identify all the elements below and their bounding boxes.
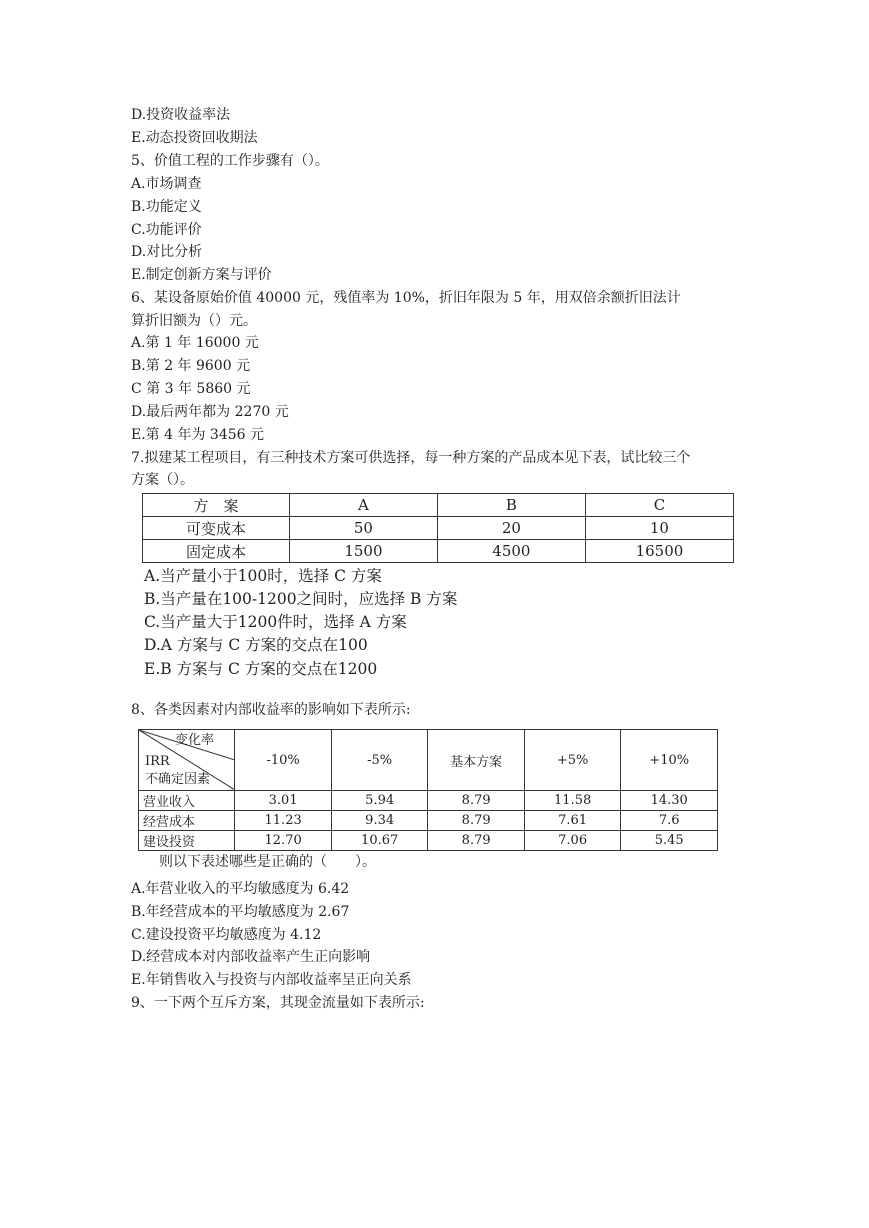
q5-option-e: E.制定创新方案与评价 xyxy=(131,267,272,283)
table-cell: 7.6 xyxy=(621,811,718,831)
diagonal-header-cell xyxy=(139,730,235,791)
corner-irr: IRR xyxy=(145,754,170,769)
header-cell: 基本方案 xyxy=(428,730,524,791)
table-row xyxy=(139,811,718,831)
table-cell: 9.34 xyxy=(331,811,428,831)
table-cell: 10 xyxy=(585,517,733,540)
q6-option-a: A.第 1 年 16000 元 xyxy=(131,335,259,351)
table-cell: 可变成本 xyxy=(143,517,290,540)
table-cell: 8.79 xyxy=(428,831,524,851)
table-row xyxy=(143,540,734,563)
q5-option-b: B.功能定义 xyxy=(131,199,202,215)
header-cell: +5% xyxy=(524,730,621,791)
q7-option-c: C.当产量大于1200件时，选择 A 方案 xyxy=(144,613,407,631)
q8-option-a: A.年营业收入的平均敏感度为 6.42 xyxy=(131,881,350,897)
row-label: 营业收入 xyxy=(139,791,235,811)
option-d-investment-return: D.投资收益率法 xyxy=(131,107,231,123)
header-cell: +10% xyxy=(621,730,718,791)
question-6-line-2: 算折旧额为（）元。 xyxy=(131,313,257,329)
table-row xyxy=(139,831,718,851)
question-7-line-2: 方案（）。 xyxy=(131,472,194,488)
q6-option-d: D.最后两年都为 2270 元 xyxy=(131,404,289,420)
corner-change-rate: 变化率 xyxy=(175,733,215,748)
question-6-line-1: 6、某设备原始价值 40000 元，残值率为 10%，折旧年限为 5 年，用双倍余额折旧法计 xyxy=(131,290,681,306)
question-5: 5、价值工程的工作步骤有（）。 xyxy=(131,153,329,169)
option-e-dynamic-payback: E.动态投资回收期法 xyxy=(131,130,258,146)
header-cell: -10% xyxy=(235,730,332,791)
question-8-prompt: 则以下表述哪些是正确的（ ）。 xyxy=(159,854,376,870)
table-cell: 10.67 xyxy=(331,831,428,851)
header-cell: C xyxy=(585,494,733,517)
table-cell: 8.79 xyxy=(428,791,524,811)
q7-option-b: B.当产量在100-1200之间时，应选择 B 方案 xyxy=(144,590,458,608)
irr-sensitivity-table xyxy=(138,729,718,851)
q8-option-b: B.年经营成本的平均敏感度为 2.67 xyxy=(131,904,350,920)
row-label: 经营成本 xyxy=(139,811,235,831)
question-8: 8、各类因素对内部收益率的影响如下表所示: xyxy=(131,702,411,718)
q5-option-d: D.对比分析 xyxy=(131,244,203,260)
table-cell: 5.45 xyxy=(621,831,718,851)
question-7-line-1: 7.拟建某工程项目，有三种技术方案可供选择，每一种方案的产品成本见下表，试比较三个 xyxy=(131,450,691,466)
question-9: 9、一下两个互斥方案，其现金流量如下表所示: xyxy=(131,995,425,1011)
row-label: 建设投资 xyxy=(139,831,235,851)
table-cell: 4500 xyxy=(437,540,585,563)
table-cell: 3.01 xyxy=(235,791,332,811)
table-cell: 8.79 xyxy=(428,811,524,831)
q6-option-e: E.第 4 年为 3456 元 xyxy=(131,427,265,443)
table-cell: 1500 xyxy=(289,540,437,563)
header-cell: 方 案 xyxy=(143,494,290,517)
table-cell: 11.23 xyxy=(235,811,332,831)
header-cell: B xyxy=(437,494,585,517)
q8-option-e: E.年销售收入与投资与内部收益率呈正向关系 xyxy=(131,972,412,988)
q7-option-d: D.A 方案与 C 方案的交点在100 xyxy=(144,636,368,654)
table-header-row xyxy=(139,730,718,791)
table-cell: 50 xyxy=(289,517,437,540)
q5-option-c: C.功能评价 xyxy=(131,222,202,238)
table-cell: 14.30 xyxy=(621,791,718,811)
table-cell: 固定成本 xyxy=(143,540,290,563)
q7-option-e: E.B 方案与 C 方案的交点在1200 xyxy=(144,660,378,678)
cost-comparison-table xyxy=(142,493,734,563)
q6-option-c: C 第 3 年 5860 元 xyxy=(131,381,251,397)
corner-uncertain-factor: 不确定因素 xyxy=(145,772,211,787)
table-row xyxy=(139,791,718,811)
q5-option-a: A.市场调查 xyxy=(131,176,202,192)
table-cell: 16500 xyxy=(585,540,733,563)
table-cell: 12.70 xyxy=(235,831,332,851)
table-cell: 20 xyxy=(437,517,585,540)
q6-option-b: B.第 2 年 9600 元 xyxy=(131,358,251,374)
table-row xyxy=(143,517,734,540)
q8-option-d: D.经营成本对内部收益率产生正向影响 xyxy=(131,949,371,965)
table-cell: 11.58 xyxy=(524,791,621,811)
table-cell: 7.06 xyxy=(524,831,621,851)
header-cell: A xyxy=(289,494,437,517)
table-cell: 5.94 xyxy=(331,791,428,811)
q8-option-c: C.建设投资平均敏感度为 4.12 xyxy=(131,927,322,943)
header-cell: -5% xyxy=(331,730,428,791)
q7-option-a: A.当产量小于100时，选择 C 方案 xyxy=(144,567,382,585)
table-cell: 7.61 xyxy=(524,811,621,831)
table-header-row xyxy=(143,494,734,517)
